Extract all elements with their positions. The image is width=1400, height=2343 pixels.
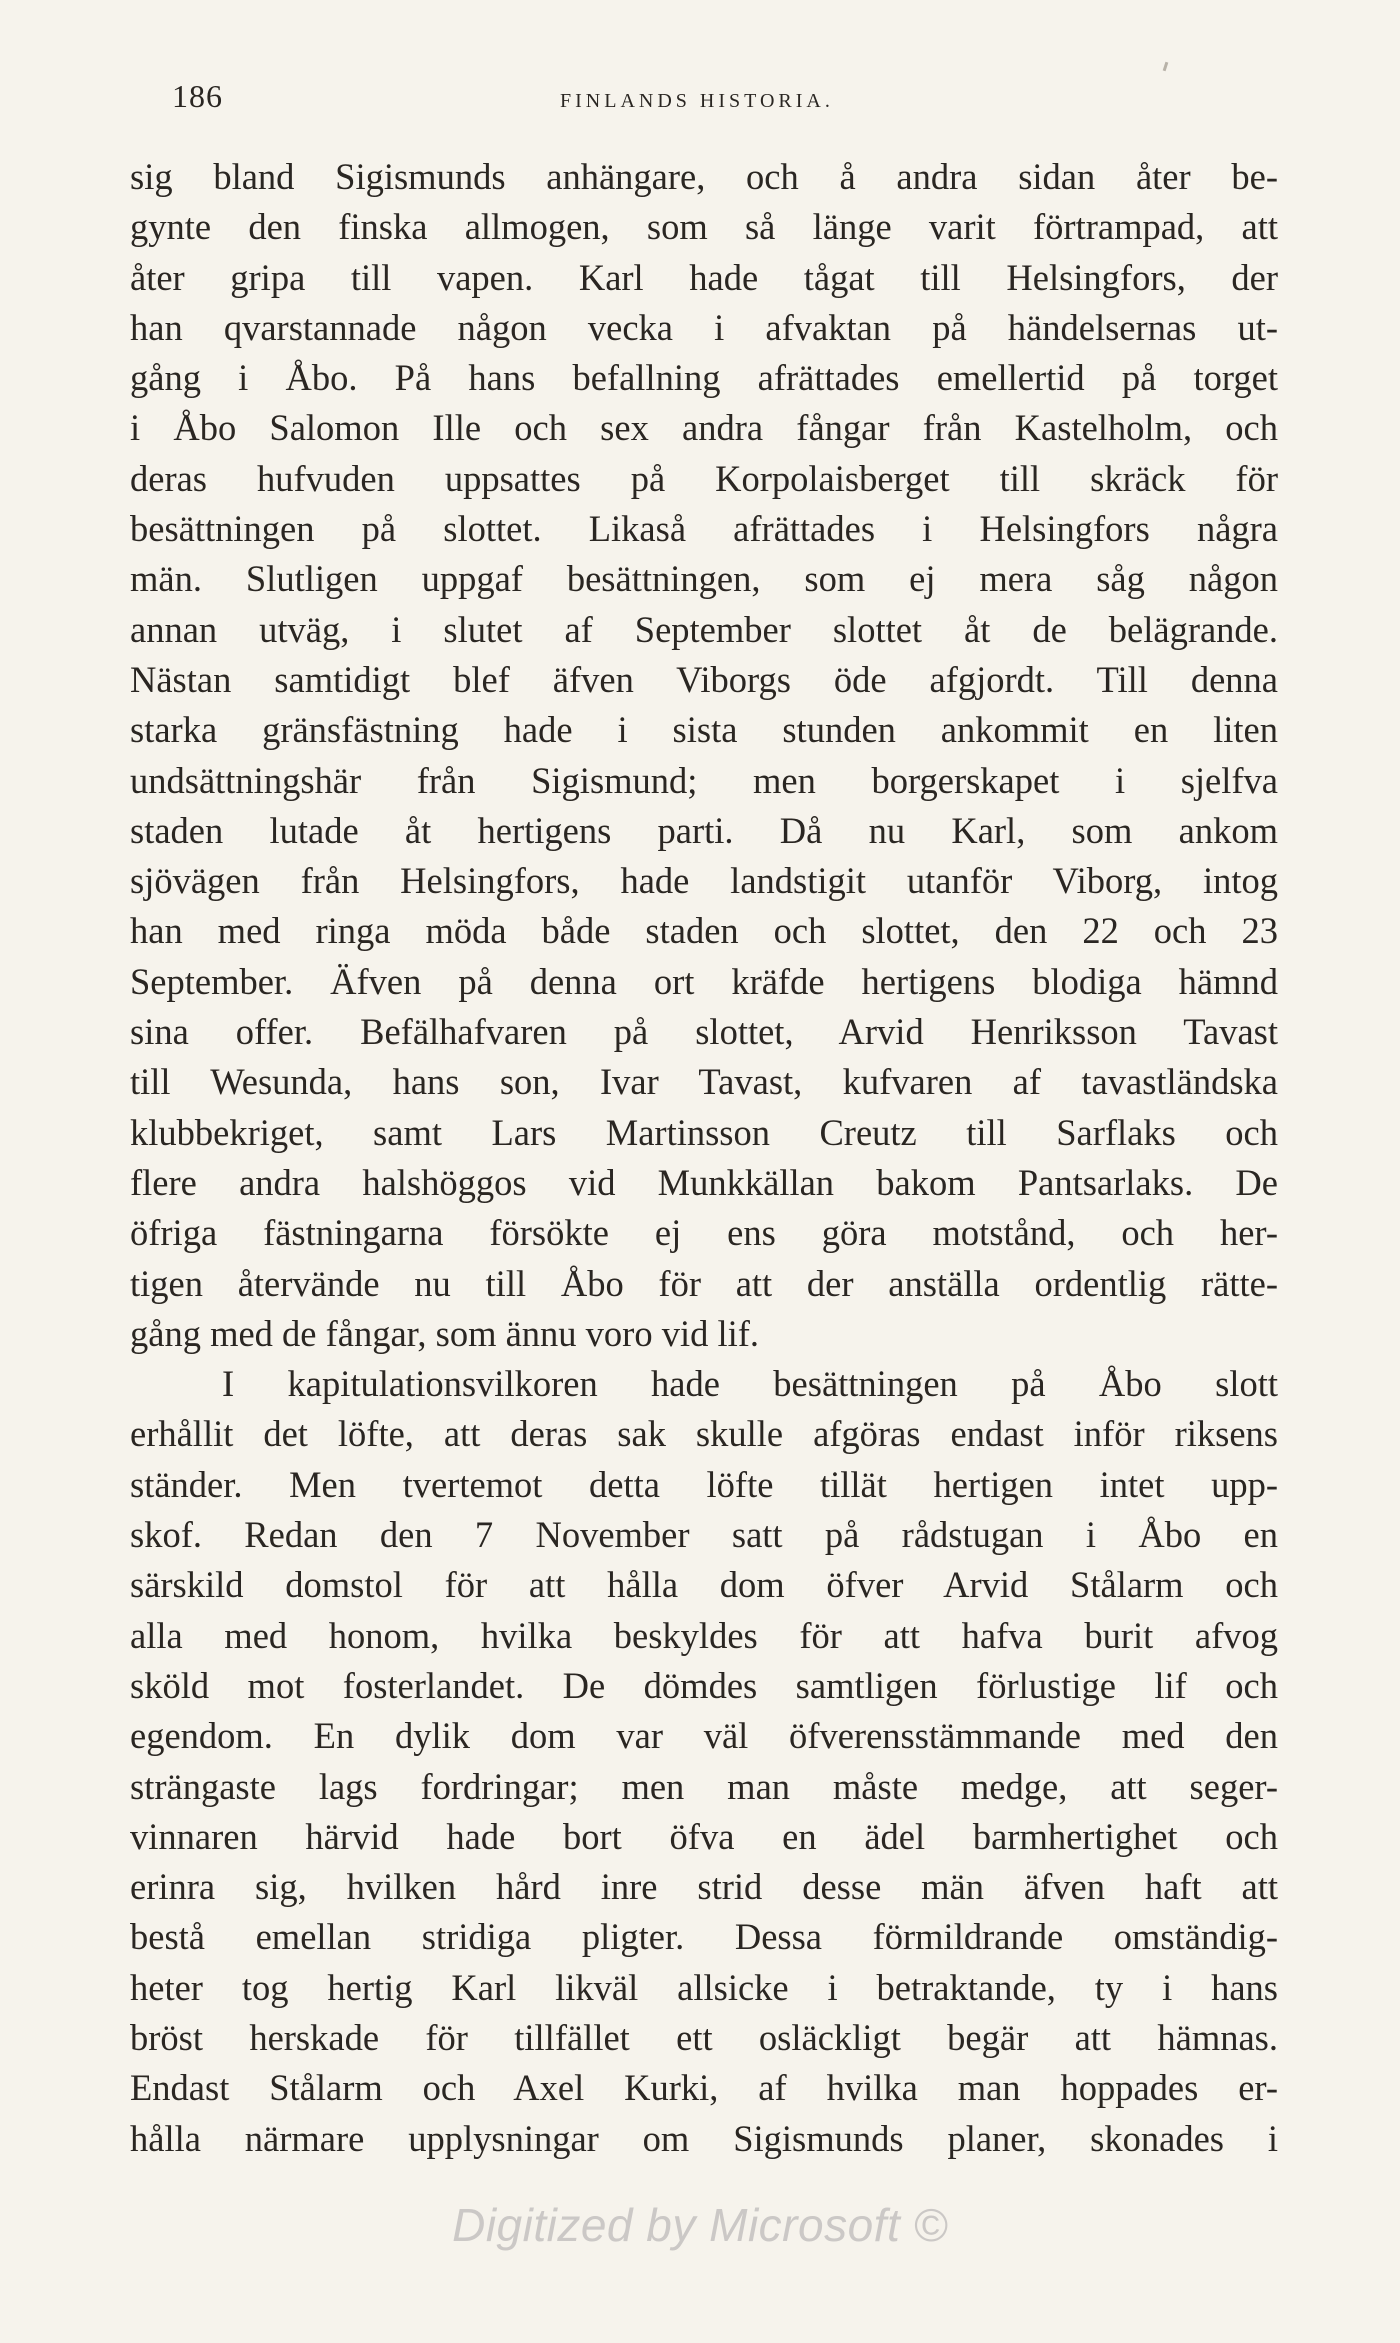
text-line: annan utväg, i slutet af September slottet åt de belägrande. — [130, 608, 1278, 650]
text-line: heter tog hertig Karl likväl allsicke i betraktande, ty i hans — [130, 1966, 1278, 2008]
text-line: sina offer. Befälhafvaren på slottet, Arvid Henriksson Tavast — [130, 1011, 1278, 1053]
text-line: staden lutade åt hertigens parti. Då nu Karl, som ankom — [130, 809, 1278, 851]
text-line: undsättningshär från Sigismund; men borgerskapet i sjelfva — [130, 759, 1278, 801]
text-line: skof. Redan den 7 November satt på rådstugan i Åbo en — [130, 1514, 1278, 1556]
text-line: egendom. En dylik dom var väl öfverensstämmande med den — [130, 1715, 1278, 1757]
text-line: vinnaren härvid hade bort öfva en ädel barmhertighet och — [130, 1815, 1278, 1857]
text-line: gynte den finska allmogen, som så länge varit förtrampad, att — [130, 206, 1278, 248]
text-line: bestå emellan stridiga pligter. Dessa förmildrande omständig- — [130, 1916, 1278, 1958]
text-line: besättningen på slottet. Likaså afrättades i Helsingfors några — [130, 508, 1278, 550]
text-line: sig bland Sigismunds anhängare, och å andra sidan åter be- — [130, 156, 1278, 197]
text-line: sköld mot fosterlandet. De dömdes samtligen förlustige lif och — [130, 1664, 1278, 1706]
paragraph-last-line: gång med de fångar, som ännu voro vid lif. — [130, 1312, 760, 1354]
text-line: strängaste lags fordringar; men man måste medge, att seger- — [130, 1765, 1278, 1807]
text-line: i Åbo Salomon Ille och sex andra fångar från Kastelholm, och — [130, 407, 1278, 449]
digitization-watermark: Digitized by Microsoft © — [452, 2199, 948, 2251]
text-line: klubbekriget, samt Lars Martinsson Creutz till Sarflaks och — [130, 1111, 1278, 1153]
text-line: flere andra halshöggos vid Munkkällan bakom Pantsarlaks. De — [130, 1161, 1278, 1203]
text-line: September. Äfven på denna ort kräfde hertigens blodiga hämnd — [130, 960, 1278, 1002]
text-line: till Wesunda, hans son, Ivar Tavast, kufvaren af tavastländska — [130, 1061, 1278, 1103]
text-line: han med ringa möda både staden och slottet, den 22 och 23 — [130, 910, 1278, 952]
text-line: alla med honom, hvilka beskyldes för att hafva burit afvog — [130, 1614, 1278, 1656]
text-line: Nästan samtidigt blef äfven Viborgs öde afgjordt. Till denna — [130, 658, 1278, 700]
text-line: särskild domstol för att hålla dom öfver Arvid Stålarm och — [130, 1564, 1278, 1606]
running-title: FINLANDS HISTORIA. — [560, 90, 834, 112]
text-line: sjövägen från Helsingfors, hade landstigit utanför Viborg, intog — [130, 860, 1278, 902]
text-line: åter gripa till vapen. Karl hade tågat till Helsingfors, der — [130, 256, 1278, 298]
running-head — [172, 78, 1278, 122]
text-line: starka gränsfästning hade i sista stunden ankommit en liten — [130, 709, 1278, 751]
paper-speck — [1163, 62, 1169, 71]
text-line: gång i Åbo. På hans befallning afrättades emellertid på torget — [130, 357, 1278, 399]
text-line: bröst herskade för tillfället ett osläckligt begär att hämnas. — [130, 2016, 1278, 2058]
text-line: tigen återvände nu till Åbo för att der anställa ordentlig rätte- — [130, 1262, 1278, 1304]
text-line: män. Slutligen uppgaf besättningen, som ej mera såg någon — [130, 558, 1278, 600]
text-line: erinra sig, hvilken hård inre strid desse män äfven haft att — [130, 1866, 1278, 1908]
text-line: Endast Stålarm och Axel Kurki, af hvilka man hoppades er- — [130, 2067, 1278, 2109]
paragraph-first-line: I kapitulationsvilkoren hade besättningen på Åbo slott — [222, 1363, 1278, 1405]
text-line: hålla närmare upplysningar om Sigismunds planer, skonades i — [130, 2117, 1278, 2159]
text-line: deras hufvuden uppsattes på Korpolaisberget till skräck för — [130, 457, 1278, 499]
text-line: han qvarstannade någon vecka i afvaktan på händelsernas ut- — [130, 306, 1278, 348]
page-number: 186 — [172, 78, 223, 114]
text-line: erhållit det löfte, att deras sak skulle afgöras endast inför riksens — [130, 1413, 1278, 1455]
text-line: öfriga fästningarna försökte ej ens göra motstånd, och her- — [130, 1212, 1278, 1254]
text-line: ständer. Men tvertemot detta löfte tillät hertigen intet upp- — [130, 1463, 1278, 1505]
body-text — [130, 152, 1278, 2164]
